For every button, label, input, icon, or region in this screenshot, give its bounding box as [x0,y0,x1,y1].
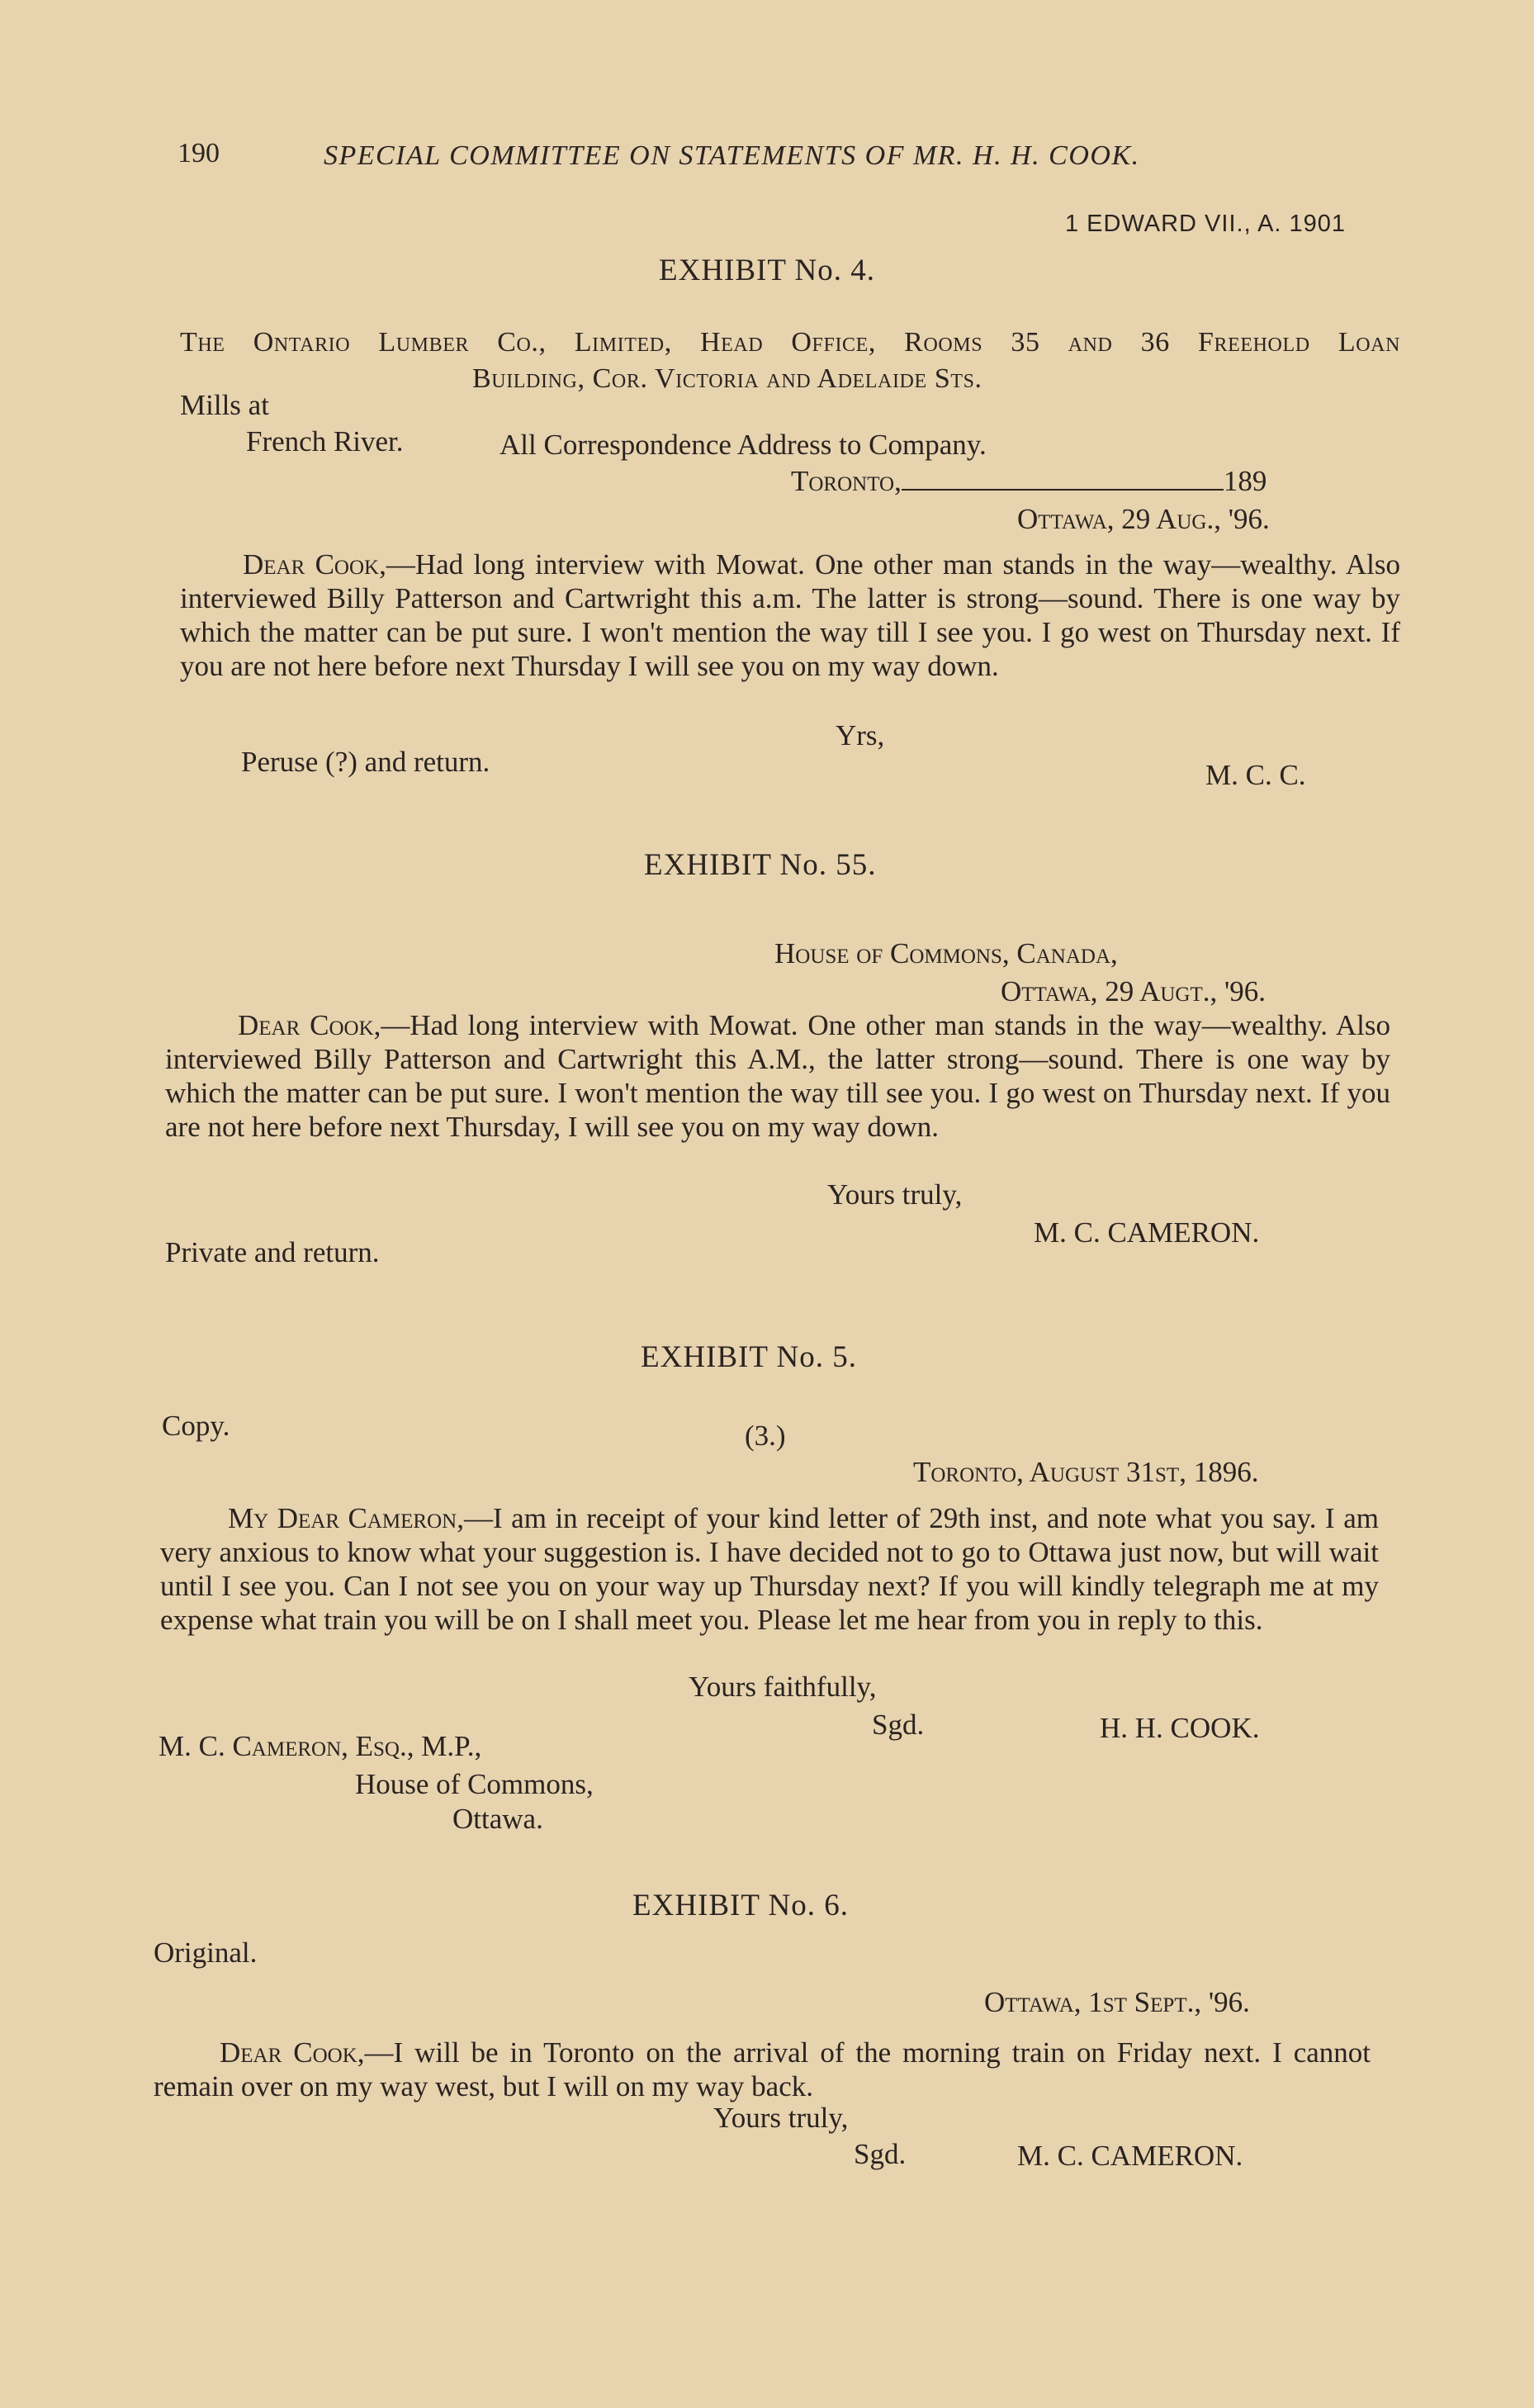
exhibit-5-sgd: Sgd. [872,1709,925,1741]
exhibit-4-date: Ottawa, 29 Aug., '96. [1017,503,1270,535]
exhibit-4-closing: Yrs, [836,719,885,751]
exhibit-4-title: EXHIBIT No. 4. [659,254,876,287]
exhibit-4-salutation: Dear Cook, [243,548,386,581]
letterhead-line-2: Building, Cor. Victoria and Adelaide Sts. [472,363,982,394]
exhibit-5-date: Toronto, August 31st, 1896. [913,1456,1259,1488]
exhibit-55-closing: Yours truly, [827,1178,963,1211]
exhibit-55-salutation: Dear Cook, [238,1009,381,1041]
mills-label: Mills at [180,389,269,421]
toronto-label: Toronto, [791,465,902,497]
exhibit-55-letter-body [165,1008,1390,1144]
exhibit-4-body-text: —Had long interview with Mowat. One other man stands in the way—wealthy. Also interviewed Billy Patterson and Cartwright this a.m. The latter is strong—sound. There is one way by which the matter can be put sure. I won't mention the way till I see you. I go west on Thursday next. If you are not here before next Thursday I will see you on my way down. [180,548,1400,682]
exhibit-4-note: Peruse (?) and return. [241,746,490,778]
session-reference: 1 EDWARD VII., A. 1901 [1065,211,1347,237]
addressee-line-2: House of Commons, [355,1768,594,1800]
exhibit-5-salutation: My Dear Cameron, [228,1502,464,1534]
addressee-line-1: M. C. Cameron, Esq., M.P., [159,1730,482,1762]
exhibit-6-sgd: Sgd. [854,2138,907,2170]
exhibit-55-note: Private and return. [165,1236,380,1268]
exhibit-5-title: EXHIBIT No. 5. [641,1340,858,1374]
exhibit-6-date: Ottawa, 1st Sept., '96. [984,1986,1250,2018]
letter-number: (3.) [745,1420,786,1452]
date-blank-line [902,469,1224,491]
exhibit-6-title: EXHIBIT No. 6. [632,1889,850,1922]
exhibit-6-closing: Yours truly, [713,2102,849,2134]
exhibit-5-closing: Yours faithfully, [689,1671,877,1703]
original-label: Original. [154,1936,258,1969]
exhibit-6-salutation: Dear Cook, [220,2036,365,2069]
toronto-dateline [791,464,1266,498]
exhibit-5-body-text: —I am in receipt of your kind letter of 29th inst, and note what you say. I am very anxious to know what your suggestion is. I have decided not to go to Ottawa just now, but will wait until I see you. Can I not see you on your way up Thursday next? If you will kindly telegraph me at my expense what train you will be on I shall meet you. Please let me hear from you in reply to this. [160,1502,1379,1636]
copy-label: Copy. [162,1410,230,1442]
year-suffix: 189 [1223,465,1267,497]
running-title: SPECIAL COMMITTEE ON STATEMENTS OF MR. H. H. COOK. [324,140,1140,171]
exhibit-55-address-line-1: House of Commons, Canada, [774,937,1118,969]
exhibit-55-title: EXHIBIT No. 55. [644,848,877,882]
letterhead-line-1: The Ontario Lumber Co., Limited, Head Office, Rooms 35 and 36 Freehold Loan [180,327,1400,358]
exhibit-5-signature: H. H. COOK. [1100,1712,1260,1744]
exhibit-55-signature: M. C. CAMERON. [1034,1216,1260,1249]
exhibit-6-signature: M. C. CAMERON. [1017,2140,1243,2172]
correspondence-note: All Correspondence Address to Company. [499,429,987,461]
exhibit-55-address-line-2: Ottawa, 29 Augt., '96. [1001,975,1266,1007]
addressee-line-3: Ottawa. [452,1803,543,1835]
exhibit-6-letter-body [154,2036,1371,2103]
exhibit-4-letter-body [180,547,1400,683]
exhibit-5-letter-body [160,1501,1379,1637]
exhibit-4-signature: M. C. C. [1205,759,1306,791]
exhibit-6-body-text: —I will be in Toronto on the arrival of the morning train on Friday next. I cannot remain over on my way west, but I will on my way back. [154,2036,1371,2102]
page-number: 190 [178,138,220,168]
exhibit-55-body-text: —Had long interview with Mowat. One other man stands in the way—wealthy. Also interviewed Billy Patterson and Cartwright this A.M., the latter strong—sound. There is one way by which the matter can be put sure. I won't mention the way till see you. I go west on Thursday next. If you are not here before next Thursday, I will see you on my way down. [165,1009,1390,1143]
mills-location: French River. [246,425,404,457]
